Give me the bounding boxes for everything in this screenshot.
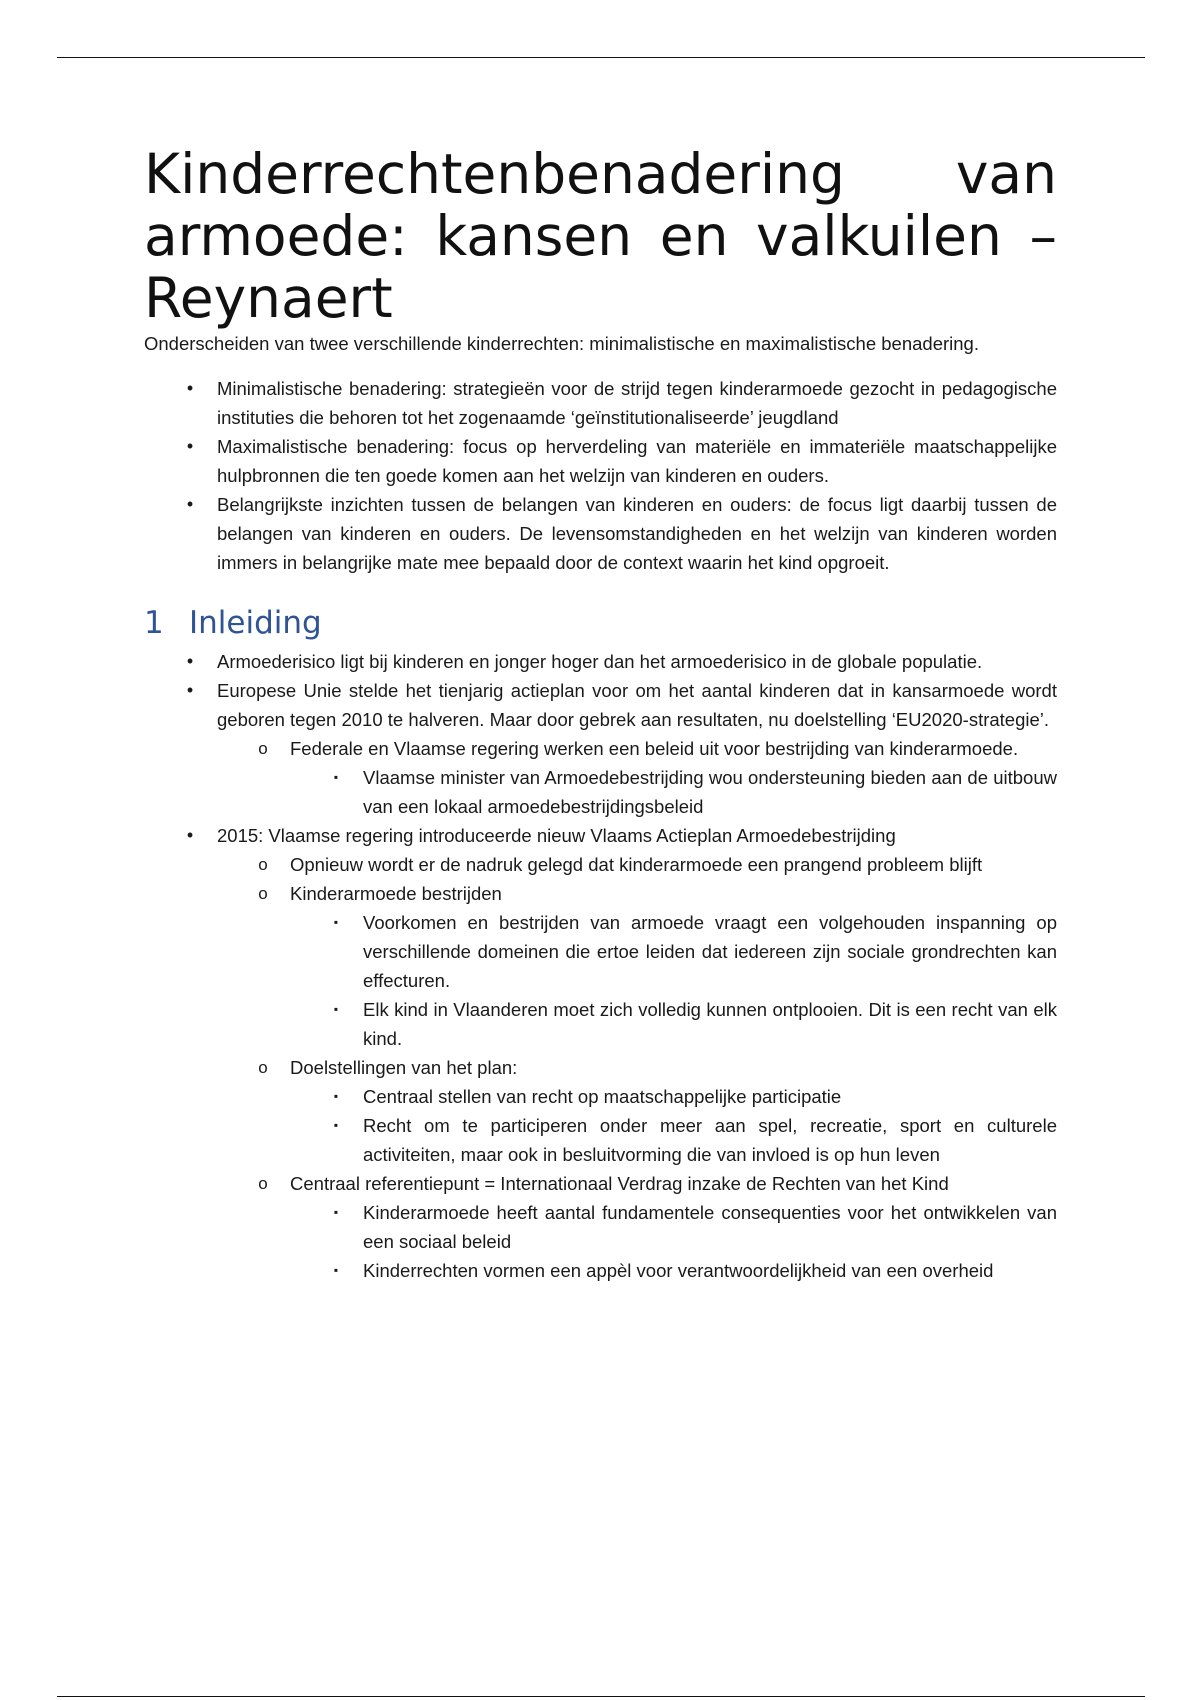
header-rule — [57, 57, 1145, 58]
list-item: o Kinderarmoede bestrijden ▪ Voorkomen en bestrijden van armoede vraagt een volgehouden inspanning op verschillende domeinen die ertoe leiden dat iedereen zijn sociale grondrechten kan effecturen. ▪ Elk kind in Vlaanderen moet zich volledig kunnen ontplooien. Dit is een recht van elk kind. — [290, 879, 1057, 1053]
bullet-icon: ▪ — [333, 1089, 339, 1103]
list-item: • Minimalistische benadering: strategieën voor de strijd tegen kinderarmoede gezocht in pedagogische instituties die behoren tot het zogenaamde ‘geïnstitutionaliseerde’ jeugdland — [217, 374, 1057, 432]
bullet-icon: • — [186, 825, 194, 845]
bullet-icon: • — [186, 680, 194, 700]
list-item: ▪ Voorkomen en bestrijden van armoede vraagt een volgehouden inspanning op verschillende domeinen die ertoe leiden dat iedereen zijn sociale grondrechten kan effecturen. — [363, 908, 1057, 995]
list-item: o Doelstellingen van het plan: ▪ Centraal stellen van recht op maatschappelijke participatie ▪ Recht om te participeren onder meer aan spel, recreatie, sport en culturele activiteiten, maar ook in besluitvorming die van invloed is op hun leven — [290, 1053, 1057, 1169]
list-item: ▪ Vlaamse minister van Armoedebestrijding wou ondersteuning bieden aan de uitbouw van een lokaal armoedebestrijdingsbeleid — [363, 763, 1057, 821]
title-line-2: armoede: kansen en valkuilen – — [144, 204, 1057, 268]
bullet-icon: • — [186, 436, 194, 456]
section-number: 1 — [144, 605, 164, 641]
section-list — [186, 647, 1057, 1285]
bullet-icon: ▪ — [333, 1118, 339, 1132]
bullet-icon: ▪ — [333, 1263, 339, 1277]
footer-rule — [57, 1696, 1145, 1697]
bullet-icon: ▪ — [333, 770, 339, 784]
list-item: ▪ Recht om te participeren onder meer aan spel, recreatie, sport en culturele activiteiten, maar ook in besluitvorming die van invloed is op hun leven — [363, 1111, 1057, 1169]
list-item: • Europese Unie stelde het tienjarig actieplan voor om het aantal kinderen dat in kansarmoede wordt geboren tegen 2010 te halveren. Maar door gebrek aan resultaten, nu doelstelling ‘EU2020-strategie’. o Federale en Vlaamse regering werken een beleid uit voor bestrijding van kinderarmoede. ▪ Vlaamse minister van Armoedebestrijding wou ondersteuning bieden aan de uitbouw van een lokaal armoedebestrijdingsbeleid — [217, 676, 1057, 821]
list-item: • 2015: Vlaamse regering introduceerde nieuw Vlaams Actieplan Armoedebestrijding o Opnieuw wordt er de nadruk gelegd dat kinderarmoede een prangend probleem blijft o Kinderarmoede bestrijden ▪ Voorkomen en bestrijden van armoede vraagt een volgehouden inspanning op verschillende domeinen die ertoe leiden dat iedereen zijn sociale grondrechten kan effecturen. ▪ Elk kind in Vlaanderen moet zich volledig kunnen ontplooien. Dit is een recht van elk kind. o Doelstellingen van het plan: ▪ Centraal stellen van recht op maatschappelijke participatie ▪ Recht om te participeren onder meer aan spel, recreatie, sport en culturele activiteiten, maar ook in besluitvorming die van invloed is op hun leven o Centraal referentiepunt = Internationaal Verdrag inzake de Rechten van het Kind ▪ Kinderarmoede heeft aantal fundamentele consequenties voor het ontwikkelen van een sociaal beleid ▪ Kinderrechten vormen een appèl voor verantwoordelijkheid van een overheid — [217, 821, 1057, 1285]
bullet-icon: ▪ — [333, 1205, 339, 1219]
document-title — [144, 143, 1057, 329]
document-body — [144, 143, 1057, 1285]
bullet-icon: o — [258, 884, 268, 903]
section-title: Inleiding — [189, 605, 322, 641]
intro-list — [186, 374, 1057, 577]
intro-paragraph: Onderscheiden van twee verschillende kinderrechten: minimalistische en maximalistische benadering. — [144, 333, 979, 354]
list-item: ▪ Kinderarmoede heeft aantal fundamentele consequenties voor het ontwikkelen van een sociaal beleid — [363, 1198, 1057, 1256]
bullet-icon: ▪ — [333, 1002, 339, 1016]
list-item: o Opnieuw wordt er de nadruk gelegd dat kinderarmoede een prangend probleem blijft — [290, 850, 1057, 879]
bullet-icon: o — [258, 855, 268, 874]
list-item: • Belangrijkste inzichten tussen de belangen van kinderen en ouders: de focus ligt daarbij tussen de belangen van kinderen en ouders. De levensomstandigheden en het welzijn van kinderen worden immers in belangrijke mate mee bepaald door de context waarin het kind opgroeit. — [217, 490, 1057, 577]
bullet-icon: • — [186, 378, 194, 398]
list-item: • Maximalistische benadering: focus op herverdeling van materiële en immateriële maatschappelijke hulpbronnen die ten goede komen aan het welzijn van kinderen en ouders. — [217, 432, 1057, 490]
section-heading — [144, 603, 1057, 643]
list-item: o Centraal referentiepunt = Internationaal Verdrag inzake de Rechten van het Kind ▪ Kinderarmoede heeft aantal fundamentele consequenties voor het ontwikkelen van een sociaal beleid ▪ Kinderrechten vormen een appèl voor verantwoordelijkheid van een overheid — [290, 1169, 1057, 1285]
bullet-icon: o — [258, 1058, 268, 1077]
title-line-3: Reynaert — [144, 266, 393, 330]
list-item: ▪ Kinderrechten vormen een appèl voor verantwoordelijkheid van een overheid — [363, 1256, 1057, 1285]
bullet-icon: o — [258, 1174, 268, 1193]
title-line-1: Kinderrechtenbenadering van — [144, 142, 1057, 206]
bullet-icon: o — [258, 739, 268, 758]
list-item: ▪ Centraal stellen van recht op maatschappelijke participatie — [363, 1082, 1057, 1111]
list-item: o Federale en Vlaamse regering werken een beleid uit voor bestrijding van kinderarmoede. ▪ Vlaamse minister van Armoedebestrijding wou ondersteuning bieden aan de uitbouw van een lokaal armoedebestrijdingsbeleid — [290, 734, 1057, 821]
list-item: ▪ Elk kind in Vlaanderen moet zich volledig kunnen ontplooien. Dit is een recht van elk kind. — [363, 995, 1057, 1053]
bullet-icon: • — [186, 651, 194, 671]
bullet-icon: • — [186, 494, 194, 514]
list-item: • Armoederisico ligt bij kinderen en jonger hoger dan het armoederisico in de globale populatie. — [217, 647, 1057, 676]
bullet-icon: ▪ — [333, 915, 339, 929]
